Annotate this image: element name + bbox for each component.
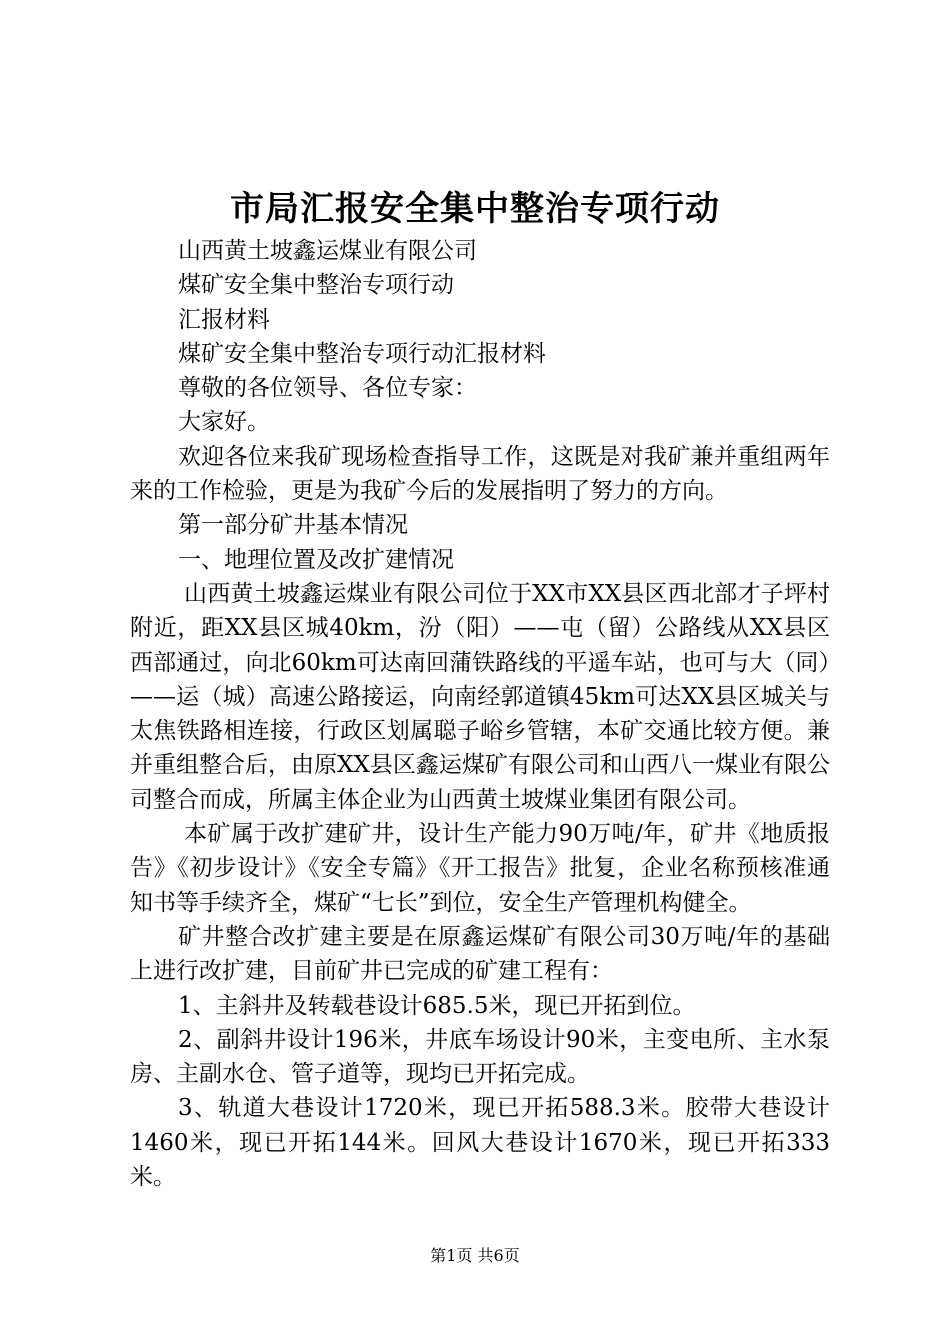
- document-title: 市局汇报安全集中整治专项行动: [230, 189, 720, 229]
- paragraph-report-title: 煤矿安全集中整治专项行动汇报材料: [178, 340, 546, 367]
- paragraph-salutation: 尊敬的各位领导、各位专家：: [178, 375, 477, 402]
- paragraph-action-name: 煤矿安全集中整治专项行动: [178, 272, 454, 299]
- paragraph-welcome: 欢迎各位来我矿现场检查指导工作，这既是对我矿兼并重组两年来的工作检验，更是为我矿今后的发展指明了努力的方向。: [130, 443, 830, 505]
- list-item-2: 2、副斜井设计196米，井底车场设计90米，主变电所、主水泵房、主副水仓、管子道等，现均已开拓完成。: [130, 1026, 830, 1088]
- subsection-heading-location: 一、地理位置及改扩建情况: [178, 546, 454, 573]
- page-footer: 第1页 共6页: [430, 1246, 520, 1265]
- paragraph-report-label: 汇报材料: [178, 306, 270, 333]
- section-heading-part-one: 第一部分矿井基本情况: [178, 512, 408, 539]
- paragraph-company-name: 山西黄土坡鑫运煤业有限公司: [178, 238, 477, 264]
- list-item-1: 1、主斜井及转载巷设计685.5米，现已开拓到位。: [178, 992, 696, 1019]
- paragraph-expansion: 矿井整合改扩建主要是在原鑫运煤矿有限公司30万吨/年的基础上进行改扩建，目前矿井已完成的矿建工程有：: [130, 923, 830, 985]
- list-item-3: 3、轨道大巷设计1720米，现已开拓588.3米。胶带大巷设计1460米，现已开拓144米。回风大巷设计1670米，现已开拓333米。: [130, 1095, 830, 1191]
- document-body: [130, 234, 830, 1194]
- paragraph-capacity: 本矿属于改扩建矿井，设计生产能力90万吨/年，矿井《地质报告》《初步设计》《安全专篇》《开工报告》批复，企业名称预核准通知书等手续齐全，煤矿“七长”到位，安全生产管理机构健全。: [130, 821, 830, 916]
- paragraph-location: 山西黄土坡鑫运煤业有限公司位于XX市XX县区西北部才子坪村附近，距XX县区城40km，汾（阳）——屯（留）公路线从XX县区西部通过，向北60km可达南回蒲铁路线的平遥车站，也可与大（同）——运（城）高速公路接运，向南经郭道镇45km可达XX县区城关与太焦铁路相连接，行政区划属聪子峪乡管辖，本矿交通比较方便。兼并重组整合后，由原XX县区鑫运煤矿有限公司和山西八一煤业有限公司整合而成，所属主体企业为山西黄土坡煤业集团有限公司。: [130, 580, 830, 813]
- paragraph-greeting: 大家好。: [178, 409, 270, 436]
